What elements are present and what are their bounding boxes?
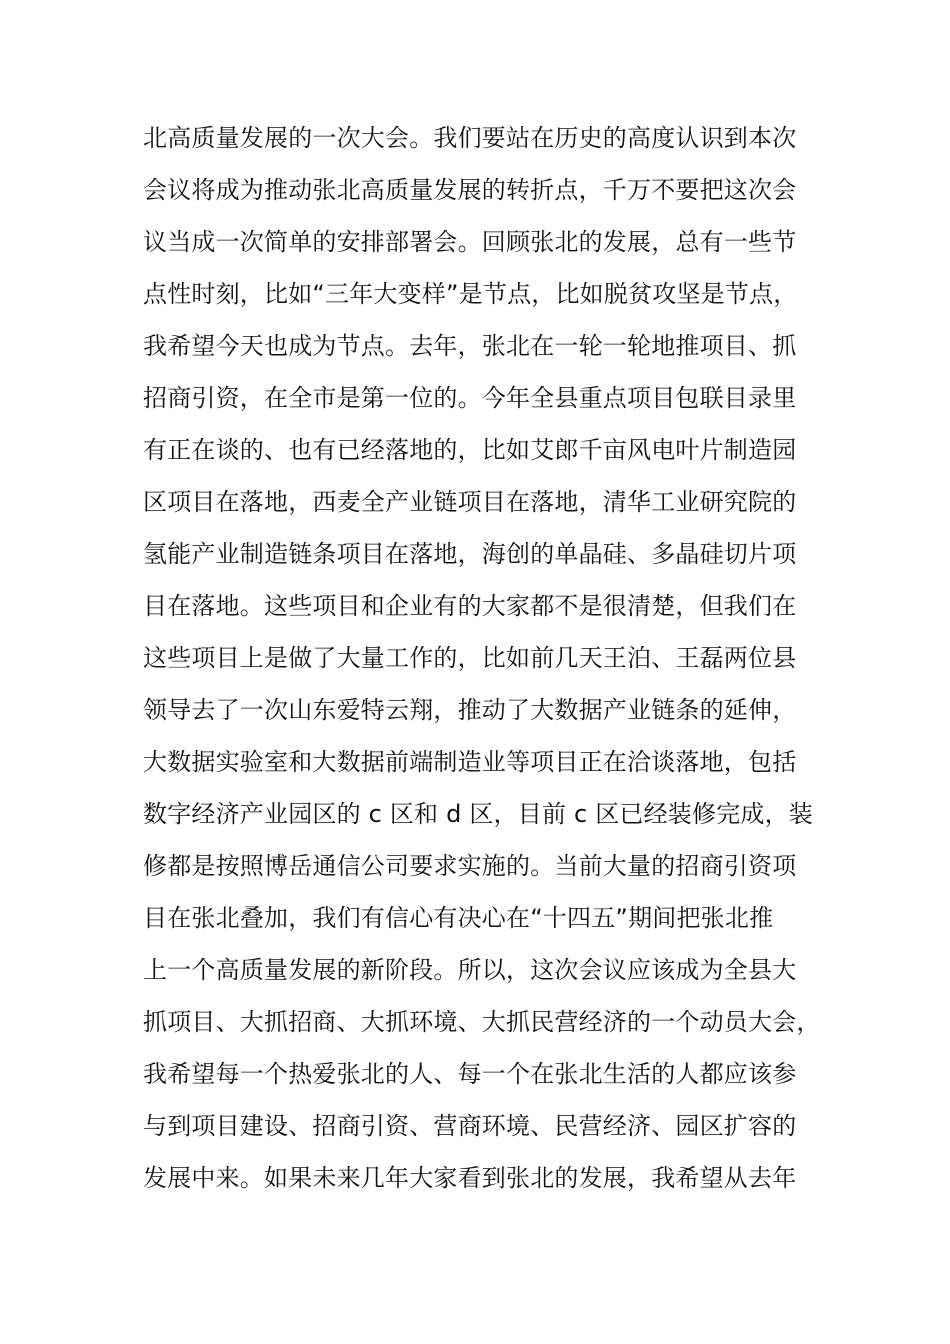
text-line: 北高质量发展的一次大会。我们要站在历史的高度认识到本次 <box>143 124 797 152</box>
text-line: 抓项目、大抓招商、大抓环境、大抓民营经济的一个动员大会， <box>143 1008 821 1036</box>
text-line: 我希望今天也成为节点。去年，张北在一轮一轮地推项目、抓 <box>143 332 797 360</box>
text-line: 议当成一次简单的安排部署会。回顾张北的发展，总有一些节 <box>143 228 797 256</box>
text-line: 有正在谈的、也有已经落地的，比如艾郎千亩风电叶片制造园 <box>143 436 797 464</box>
text-line: 我希望每一个热爱张北的人、每一个在张北生活的人都应该参 <box>143 1060 797 1088</box>
text-line: 这些项目上是做了大量工作的，比如前几天王泊、王磊两位县 <box>143 644 797 672</box>
text-line: 与到项目建设、招商引资、营商环境、民营经济、园区扩容的 <box>143 1112 797 1140</box>
body-text <box>143 112 833 1204</box>
text-line: 大数据实验室和大数据前端制造业等项目正在洽谈落地，包括 <box>143 748 797 776</box>
text-line: 目在张北叠加，我们有信心有决心在“十四五”期间把张北推 <box>143 904 774 932</box>
text-line: 发展中来。如果未来几年大家看到张北的发展，我希望从去年 <box>143 1164 797 1192</box>
text-line: 氢能产业制造链条项目在落地，海创的单晶硅、多晶硅切片项 <box>143 540 797 568</box>
text-line: 会议将成为推动张北高质量发展的转折点，千万不要把这次会 <box>143 176 797 204</box>
text-line: 上一个高质量发展的新阶段。所以，这次会议应该成为全县大 <box>143 956 797 984</box>
text-line: 修都是按照博岳通信公司要求实施的。当前大量的招商引资项 <box>143 852 797 880</box>
text-line: 区项目在落地，西麦全产业链项目在落地，清华工业研究院的 <box>143 488 797 516</box>
text-line: 招商引资，在全市是第一位的。今年全县重点项目包联目录里 <box>143 384 797 412</box>
text-line: 目在落地。这些项目和企业有的大家都不是很清楚，但我们在 <box>143 592 797 620</box>
text-line: 数字经济产业园区的 c 区和 d 区，目前 c 区已经装修完成，装 <box>143 800 813 828</box>
text-line: 点性时刻，比如“三年大变样”是节点，比如脱贫攻坚是节点， <box>143 280 798 308</box>
text-line: 领导去了一次山东爱特云翔，推动了大数据产业链条的延伸， <box>143 696 797 724</box>
